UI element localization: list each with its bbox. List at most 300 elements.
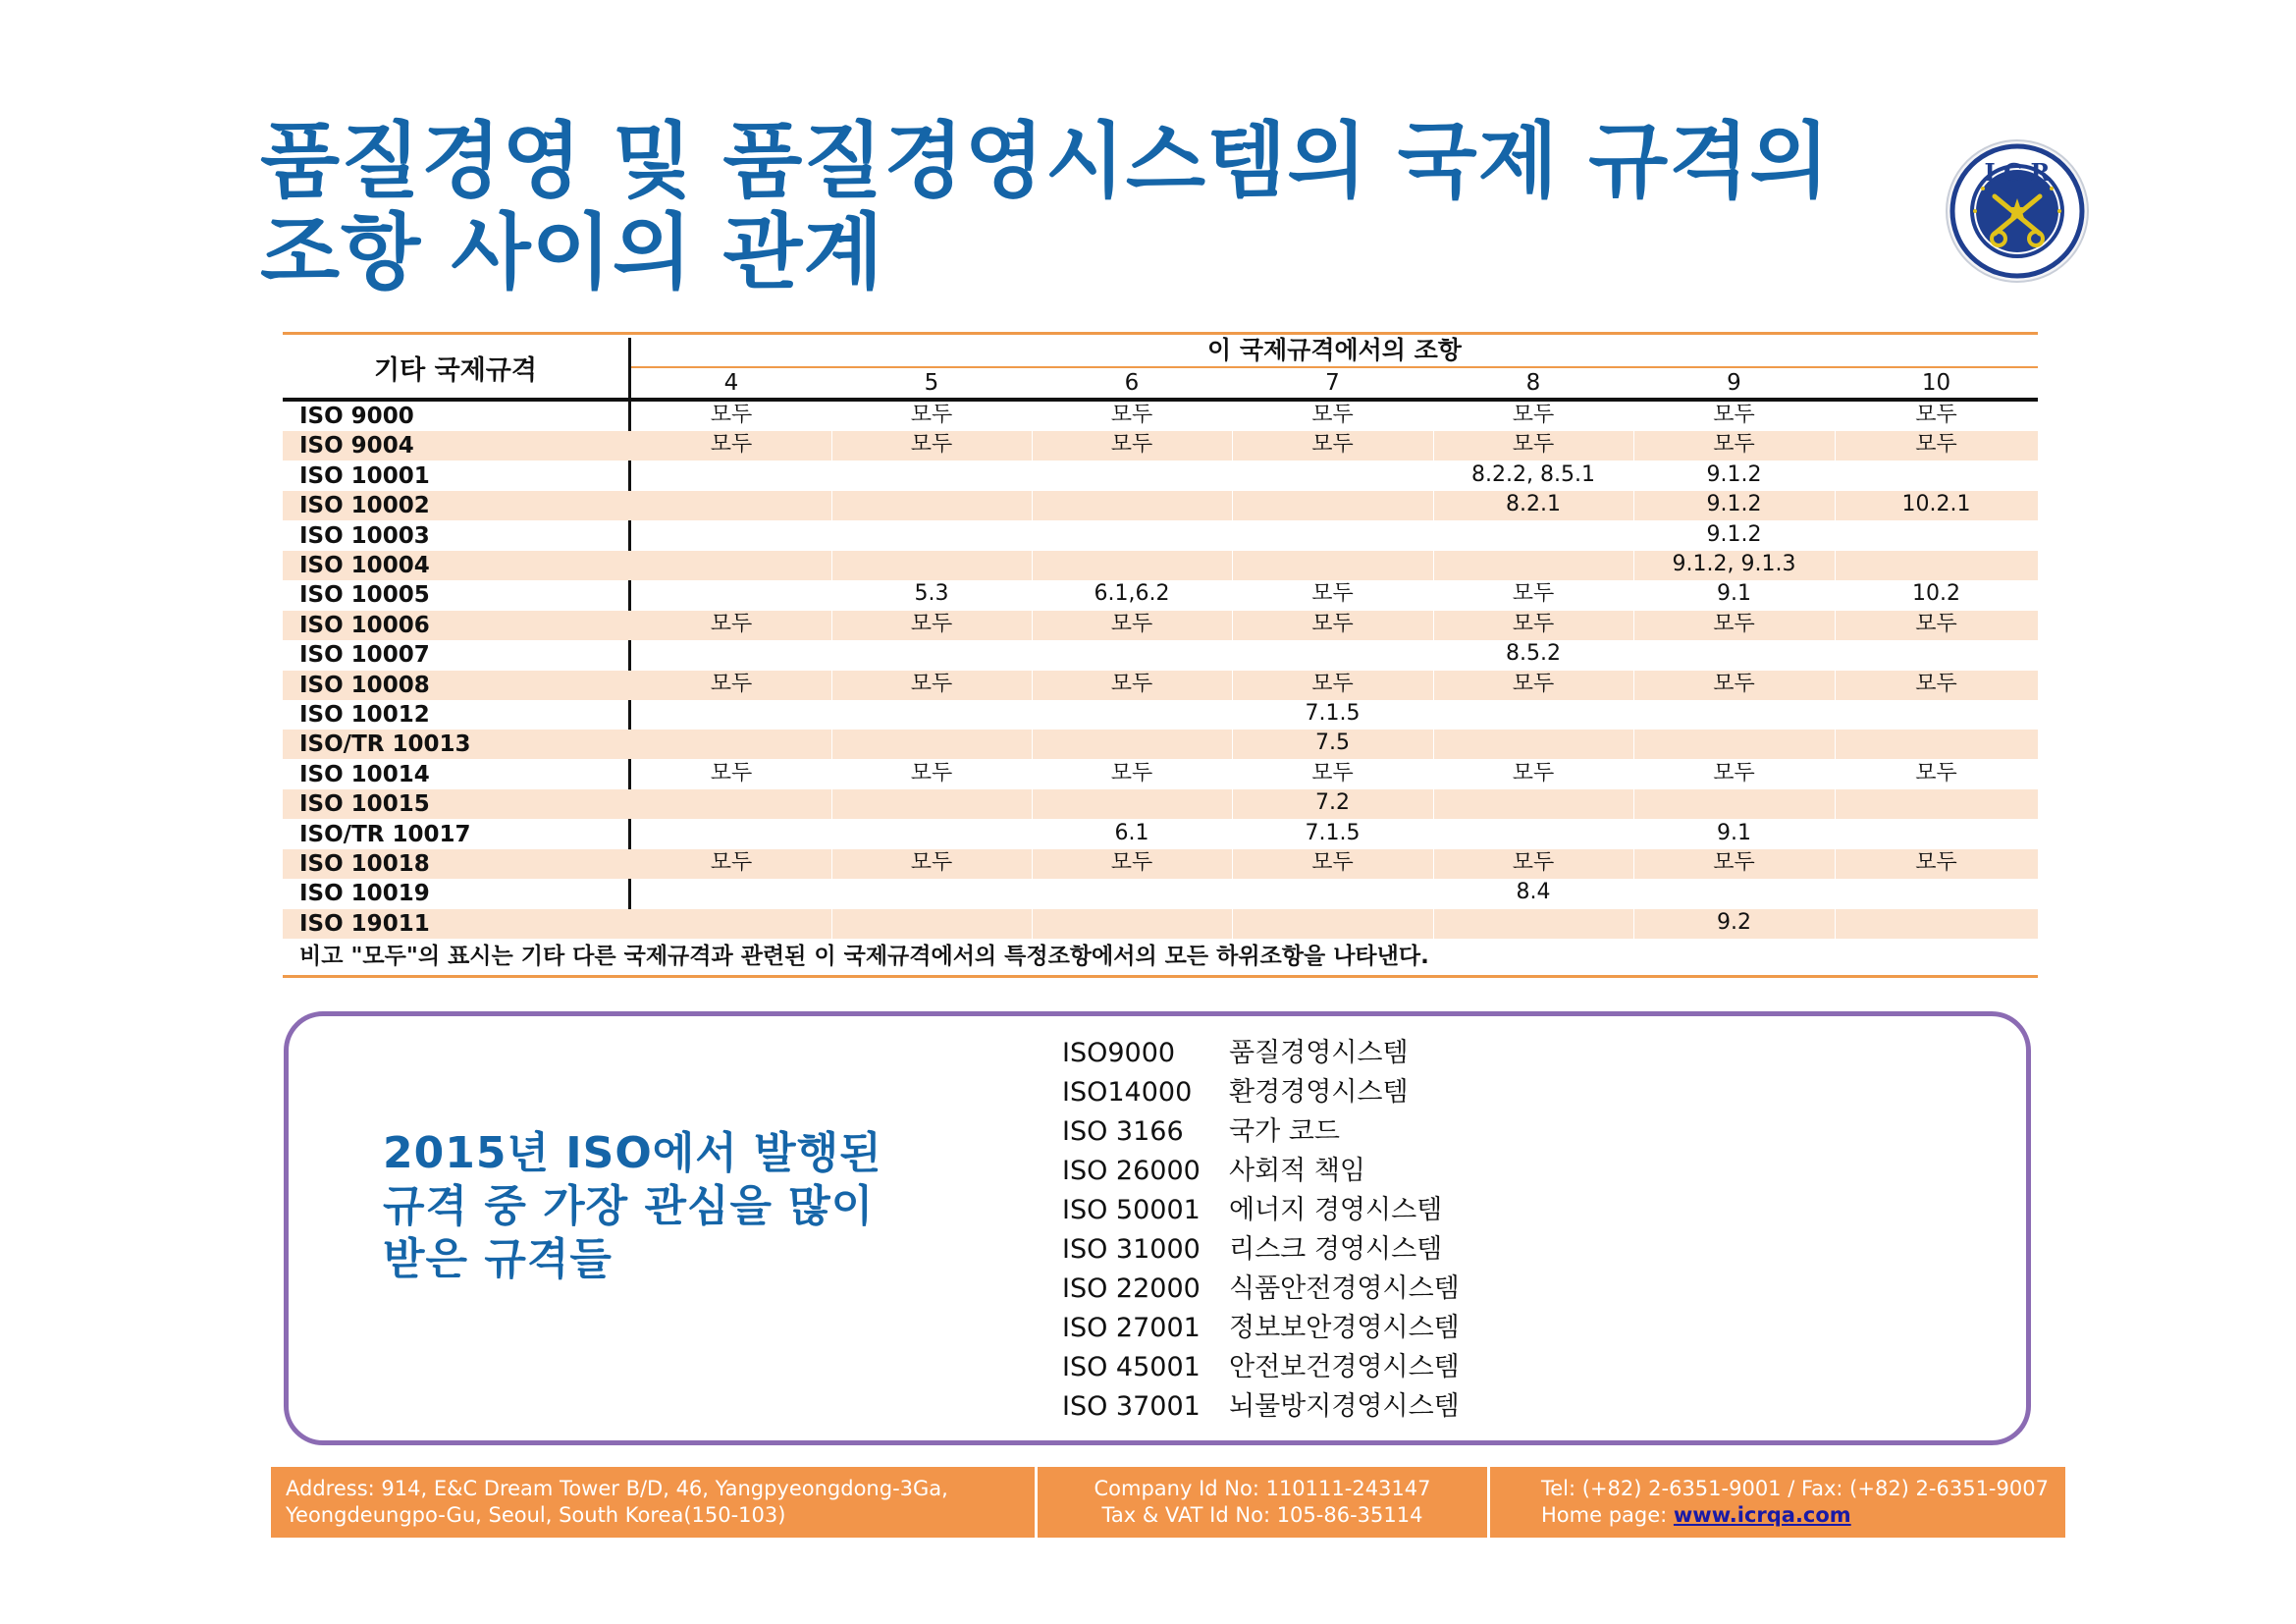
cell-separator — [831, 551, 832, 580]
table-cell: 모두 — [1110, 671, 1153, 696]
table-cell — [831, 491, 1032, 520]
table-cell — [631, 491, 831, 520]
standard-list-item — [1062, 1112, 1460, 1152]
cell-separator — [1232, 820, 1233, 849]
cell-separator — [1032, 402, 1033, 431]
table-cell: 모두 — [1713, 403, 1755, 427]
page-title — [260, 113, 1831, 300]
table-cell — [1835, 820, 2038, 849]
table-cell — [831, 879, 1032, 908]
table-cell: 모두 — [1110, 850, 1153, 875]
table-cell: 모두 — [1512, 671, 1555, 696]
table-cell — [1433, 909, 1633, 939]
cell-separator — [831, 402, 832, 431]
table-cell: 모두 — [1110, 760, 1153, 785]
cell-separator — [1232, 671, 1233, 700]
table-cell — [1232, 551, 1433, 580]
featured-standards-heading: 2015년 ISO에서 발행된 규격 중 가장 관심을 많이 받은 규격들 — [383, 1128, 882, 1284]
standard-list-item — [1062, 1387, 1460, 1427]
table-cell — [1232, 521, 1433, 551]
cell-separator — [1032, 551, 1033, 580]
table-cell — [631, 789, 831, 819]
table-cell: 6.1 — [1114, 820, 1149, 845]
standard-label: 리스크 경영시스템 — [1229, 1234, 1443, 1265]
table-cell — [631, 580, 831, 610]
standard-list-item — [1062, 1309, 1460, 1348]
table-cell — [1433, 551, 1633, 580]
cell-separator — [831, 730, 832, 759]
table-cell: 6.1,6.2 — [1094, 581, 1170, 607]
table-cell — [631, 461, 831, 491]
cell-separator — [1433, 700, 1434, 730]
cell-separator — [831, 820, 832, 849]
cell-separator — [831, 491, 832, 520]
cell-separator — [1032, 671, 1033, 700]
homepage-link[interactable]: www.icrqa.com — [1673, 1503, 1851, 1527]
cell-separator — [1433, 789, 1434, 819]
table-cell — [831, 551, 1032, 580]
cell-separator — [1835, 909, 1836, 939]
table-cell — [1232, 879, 1433, 908]
cell-separator — [1232, 849, 1233, 879]
table-cell — [1835, 551, 2038, 580]
standard-code: ISO 22000 — [1062, 1273, 1201, 1304]
table-cell — [1433, 521, 1633, 551]
cell-separator — [831, 789, 832, 819]
cell-separator — [1835, 730, 1836, 759]
page-title-line2: 조항 사이의 관계 — [260, 204, 884, 300]
cell-separator — [831, 640, 832, 670]
table-cell: 10.2.1 — [1901, 492, 1971, 517]
table-cell — [831, 909, 1032, 939]
table-cell: 9.1.2, 9.1.3 — [1672, 552, 1796, 576]
cell-separator — [1032, 760, 1033, 789]
table-row — [283, 491, 2038, 520]
table-cell: 모두 — [1110, 432, 1153, 458]
cell-separator — [1232, 640, 1233, 670]
standard-code: ISO 26000 — [1062, 1156, 1201, 1186]
cell-separator — [1835, 580, 1836, 610]
cell-separator — [1433, 820, 1434, 849]
cell-separator — [1433, 521, 1434, 551]
table-cell — [1232, 640, 1433, 670]
table-row — [283, 760, 2038, 789]
footer-homepage — [1541, 1502, 2065, 1529]
table-cell: 모두 — [910, 850, 953, 875]
cell-separator — [1232, 730, 1233, 759]
table-cell — [1232, 491, 1433, 520]
logo-letters: I C R — [1984, 158, 2051, 187]
table-cell: 모두 — [1512, 611, 1555, 636]
cell-separator — [831, 521, 832, 551]
table-cell: 모두 — [710, 611, 753, 636]
cell-separator — [1433, 849, 1434, 879]
cell-separator — [831, 461, 832, 491]
table-cell: 모두 — [1713, 760, 1755, 785]
footer-tax-id: Tax & VAT Id No: 105-86-35114 — [1101, 1503, 1423, 1527]
row-standard-name: ISO 10019 — [299, 881, 430, 907]
table-cell — [631, 879, 831, 908]
row-standard-name: ISO/TR 10017 — [299, 821, 471, 847]
table-cell — [1633, 789, 1835, 819]
table-cell: 모두 — [1512, 432, 1555, 458]
row-standard-name: ISO 10005 — [299, 582, 430, 609]
row-standard-name: ISO 10002 — [299, 493, 430, 519]
row-standard-name: ISO 10006 — [299, 612, 430, 638]
row-standard-name: ISO 9004 — [299, 433, 414, 460]
table-cell — [1232, 461, 1433, 491]
cell-separator — [1835, 491, 1836, 520]
table-note: 비고 "모두"의 표시는 기타 다른 국제규격과 관련된 이 국제규격에서의 특정조항에서의 모든 하위조항을 나타낸다. — [299, 944, 1429, 969]
table-cell: 8.2.1 — [1506, 492, 1561, 517]
cell-separator — [1633, 700, 1634, 730]
column-header: 5 — [924, 370, 939, 396]
table-row — [283, 849, 2038, 879]
cell-separator — [1633, 671, 1634, 700]
table-cell — [1633, 730, 1835, 759]
cell-separator — [1835, 431, 1836, 460]
table-cell — [1032, 700, 1232, 730]
table-cell — [1032, 551, 1232, 580]
table-row — [283, 431, 2038, 460]
featured-standards-list — [1062, 1034, 1460, 1427]
cell-separator — [1433, 730, 1434, 759]
standard-label: 사회적 책임 — [1229, 1156, 1365, 1186]
table-cell — [1835, 640, 2038, 670]
table-cell — [831, 789, 1032, 819]
table-cell — [631, 700, 831, 730]
table-cell: 모두 — [1915, 760, 1957, 785]
cell-separator — [831, 580, 832, 610]
cell-separator — [1433, 879, 1434, 908]
cell-separator — [1232, 789, 1233, 819]
table-cell: 모두 — [1311, 671, 1354, 696]
footer-company — [1038, 1467, 1487, 1538]
cell-separator — [1032, 521, 1033, 551]
table-top-rule — [283, 332, 2038, 335]
table-cell — [1032, 521, 1232, 551]
table-cell: 9.2 — [1717, 909, 1751, 935]
table-cell — [1032, 640, 1232, 670]
row-standard-name: ISO 10008 — [299, 672, 430, 698]
cell-separator — [1835, 849, 1836, 879]
table-cell — [631, 820, 831, 849]
cell-separator — [1232, 551, 1233, 580]
cell-separator — [1032, 820, 1033, 849]
table-cell: 모두 — [710, 850, 753, 875]
table-cell: 모두 — [1713, 432, 1755, 458]
cell-separator — [1835, 461, 1836, 491]
cell-separator — [1032, 789, 1033, 819]
cell-separator — [1633, 760, 1634, 789]
cell-separator — [1232, 402, 1233, 431]
footer-address-line1: Address: 914, E&C Dream Tower B/D, 46, Yangpyeongdong-3Ga, — [286, 1477, 948, 1500]
table-cell: 7.5 — [1315, 731, 1350, 756]
table-cell: 9.1 — [1717, 581, 1751, 607]
table-cell: 모두 — [1110, 611, 1153, 636]
table-cell: 모두 — [1512, 760, 1555, 785]
cell-separator — [1835, 700, 1836, 730]
cell-separator — [1232, 611, 1233, 640]
table-cell — [1032, 789, 1232, 819]
cell-separator — [1835, 551, 1836, 580]
standard-code: ISO 3166 — [1062, 1116, 1184, 1147]
table-row — [283, 611, 2038, 640]
column-header: 6 — [1124, 370, 1140, 396]
table-cell — [631, 640, 831, 670]
cell-separator — [1433, 640, 1434, 670]
table-row — [283, 700, 2038, 730]
table-cell: 9.1.2 — [1706, 461, 1762, 487]
cell-separator — [1433, 580, 1434, 610]
table-cell: 모두 — [1512, 581, 1555, 607]
table-cell — [1633, 700, 1835, 730]
row-standard-name: ISO/TR 10013 — [299, 731, 471, 758]
table-row — [283, 640, 2038, 670]
table-cell: 모두 — [1311, 581, 1354, 607]
table-cell — [831, 820, 1032, 849]
cell-separator — [1633, 909, 1634, 939]
standard-code: ISO 50001 — [1062, 1195, 1201, 1225]
standard-code: ISO 45001 — [1062, 1352, 1201, 1382]
table-row — [283, 789, 2038, 819]
table-cell — [631, 521, 831, 551]
row-standard-name: ISO 19011 — [299, 910, 430, 937]
row-standard-name: ISO 10004 — [299, 553, 430, 578]
table-cell — [1032, 461, 1232, 491]
table-cell: 모두 — [1713, 671, 1755, 696]
table-cell — [1835, 521, 2038, 551]
table-cell: 7.1.5 — [1305, 701, 1361, 726]
cell-separator — [831, 671, 832, 700]
footer-company-id: Company Id No: 110111-243147 — [1094, 1477, 1431, 1500]
standard-list-item — [1062, 1270, 1460, 1309]
standard-label: 정보보안경영시스템 — [1229, 1313, 1460, 1343]
table-cell — [831, 730, 1032, 759]
cell-separator — [1032, 491, 1033, 520]
table-cell: 모두 — [1915, 671, 1957, 696]
table-cell — [1835, 789, 2038, 819]
cell-separator — [1032, 461, 1033, 491]
table-row — [283, 551, 2038, 580]
cell-separator — [1032, 640, 1033, 670]
row-standard-name: ISO 10012 — [299, 702, 430, 728]
table-cell: 모두 — [910, 760, 953, 785]
cell-separator — [1433, 671, 1434, 700]
table-row — [283, 879, 2038, 908]
table-cell — [1433, 820, 1633, 849]
table-cell: 모두 — [1110, 403, 1153, 427]
table-cell: 모두 — [1311, 403, 1354, 427]
table-cell: 8.4 — [1516, 880, 1551, 905]
standard-code: ISO 37001 — [1062, 1391, 1201, 1422]
row-standard-name: ISO 10003 — [299, 522, 430, 549]
standard-code: ISO 27001 — [1062, 1313, 1201, 1343]
table-cell: 모두 — [710, 671, 753, 696]
cell-separator — [1835, 611, 1836, 640]
table-cell — [831, 640, 1032, 670]
cell-separator — [1232, 461, 1233, 491]
table-cell: 모두 — [710, 760, 753, 785]
table-cell: 모두 — [910, 403, 953, 427]
footer-address-line2: Yeongdeungpo-Gu, Seoul, South Korea(150-103) — [286, 1503, 786, 1527]
cell-separator — [1032, 611, 1033, 640]
cell-separator — [1232, 760, 1233, 789]
table-cell: 모두 — [710, 403, 753, 427]
standard-list-item — [1062, 1191, 1460, 1230]
standard-list-item — [1062, 1034, 1460, 1073]
standard-label: 에너지 경영시스템 — [1229, 1195, 1443, 1225]
standard-label: 안전보건경영시스템 — [1229, 1352, 1460, 1382]
cell-separator — [1032, 879, 1033, 908]
cell-separator — [831, 879, 832, 908]
cell-separator — [831, 431, 832, 460]
standard-code: ISO14000 — [1062, 1077, 1193, 1108]
cell-separator — [1835, 521, 1836, 551]
table-cell — [1032, 909, 1232, 939]
table-cell: 9.1 — [1717, 820, 1751, 845]
cell-separator — [1633, 521, 1634, 551]
cell-separator — [1633, 611, 1634, 640]
cell-separator — [1032, 730, 1033, 759]
page-title-line1: 품질경영 및 품질경영시스템의 국제 규격의 — [260, 113, 1831, 209]
column-header: 8 — [1525, 370, 1541, 396]
cell-separator — [1633, 431, 1634, 460]
cell-separator — [1835, 879, 1836, 908]
standard-label: 뇌물방지경영시스템 — [1229, 1391, 1460, 1422]
table-cell: 모두 — [1512, 403, 1555, 427]
table-row — [283, 580, 2038, 610]
table-cell — [1835, 700, 2038, 730]
cell-separator — [831, 760, 832, 789]
cell-separator — [1433, 551, 1434, 580]
row-standard-name: ISO 10014 — [299, 761, 430, 787]
table-cell: 모두 — [1311, 760, 1354, 785]
cell-separator — [1433, 491, 1434, 520]
cell-separator — [831, 909, 832, 939]
cell-separator — [1433, 461, 1434, 491]
table-cell: 8.2.2, 8.5.1 — [1471, 461, 1595, 487]
table-cell — [1835, 909, 2038, 939]
table-cell: 모두 — [1915, 403, 1957, 427]
standard-list-item — [1062, 1073, 1460, 1112]
standard-label: 국가 코드 — [1229, 1116, 1340, 1147]
table-cell: 모두 — [1713, 611, 1755, 636]
cell-separator — [1433, 431, 1434, 460]
table-row — [283, 521, 2038, 551]
row-standard-name: ISO 10007 — [299, 642, 430, 669]
column-header: 9 — [1727, 370, 1741, 396]
standard-code: ISO 31000 — [1062, 1234, 1201, 1265]
table-cell — [1433, 700, 1633, 730]
cell-separator — [1032, 849, 1033, 879]
table-cell: 모두 — [1311, 850, 1354, 875]
table-row — [283, 909, 2038, 939]
table-bottom-rule — [283, 975, 2038, 978]
table-cell: 10.2 — [1912, 581, 1960, 607]
footer-contact — [1490, 1467, 2065, 1538]
cell-separator — [1633, 461, 1634, 491]
column-header: 4 — [723, 370, 739, 396]
cell-separator — [1835, 760, 1836, 789]
table-cell — [1433, 730, 1633, 759]
table-cell: 모두 — [1915, 850, 1957, 875]
table-cell — [1232, 909, 1433, 939]
cell-separator — [1633, 580, 1634, 610]
table-cell: 모두 — [1915, 611, 1957, 636]
table-cell — [1835, 879, 2038, 908]
table-cell: 9.1.2 — [1706, 492, 1762, 517]
table-cell — [1835, 461, 2038, 491]
cell-separator — [1633, 640, 1634, 670]
table-cell — [1032, 730, 1232, 759]
footer-phone-fax: Tel: (+82) 2-6351-9001 / Fax: (+82) 2-6351-9007 — [1541, 1477, 2049, 1500]
cell-separator — [831, 611, 832, 640]
cell-separator — [1835, 789, 1836, 819]
footer-address — [271, 1467, 1035, 1538]
table-cell — [631, 730, 831, 759]
table-cell — [1032, 491, 1232, 520]
cell-separator — [1032, 580, 1033, 610]
table-cell — [1433, 789, 1633, 819]
table-cell: 모두 — [710, 432, 753, 458]
table-cell — [1032, 879, 1232, 908]
table-cell: 9.1.2 — [1706, 521, 1762, 547]
table-row — [283, 402, 2038, 431]
table-cell — [831, 461, 1032, 491]
table-row — [283, 820, 2038, 849]
cell-separator — [1433, 760, 1434, 789]
standard-list-item — [1062, 1230, 1460, 1270]
table-cell: 모두 — [910, 671, 953, 696]
table-cell: 7.2 — [1315, 790, 1350, 816]
column-header: 7 — [1325, 370, 1340, 396]
cell-separator — [1232, 909, 1233, 939]
cell-separator — [1232, 700, 1233, 730]
table-header-clauses: 이 국제규격에서의 조항 — [1207, 336, 1462, 364]
cell-separator — [1633, 491, 1634, 520]
table-cell — [631, 551, 831, 580]
table-row — [283, 671, 2038, 700]
table-cell: 모두 — [1713, 850, 1755, 875]
table-cell: 모두 — [910, 432, 953, 458]
table-cell: 모두 — [1311, 432, 1354, 458]
column-header: 10 — [1921, 370, 1951, 396]
cell-separator — [1633, 730, 1634, 759]
table-cell: 7.1.5 — [1305, 820, 1361, 845]
table-header-other-standards: 기타 국제규격 — [374, 354, 537, 386]
table-cell — [831, 700, 1032, 730]
table-row — [283, 730, 2038, 759]
standard-code: ISO9000 — [1062, 1038, 1176, 1068]
cell-separator — [1633, 402, 1634, 431]
cell-separator — [1633, 820, 1634, 849]
cell-separator — [1433, 611, 1434, 640]
table-row — [283, 461, 2038, 491]
cell-separator — [1835, 640, 1836, 670]
cell-separator — [1232, 879, 1233, 908]
table-cell: 모두 — [1512, 850, 1555, 875]
cell-separator — [1433, 909, 1434, 939]
cell-separator — [1032, 700, 1033, 730]
cell-separator — [1835, 402, 1836, 431]
cell-separator — [1232, 491, 1233, 520]
cell-separator — [1032, 909, 1033, 939]
table-cell: 모두 — [1915, 432, 1957, 458]
standard-list-item — [1062, 1348, 1460, 1387]
cell-separator — [831, 849, 832, 879]
cell-separator — [831, 700, 832, 730]
